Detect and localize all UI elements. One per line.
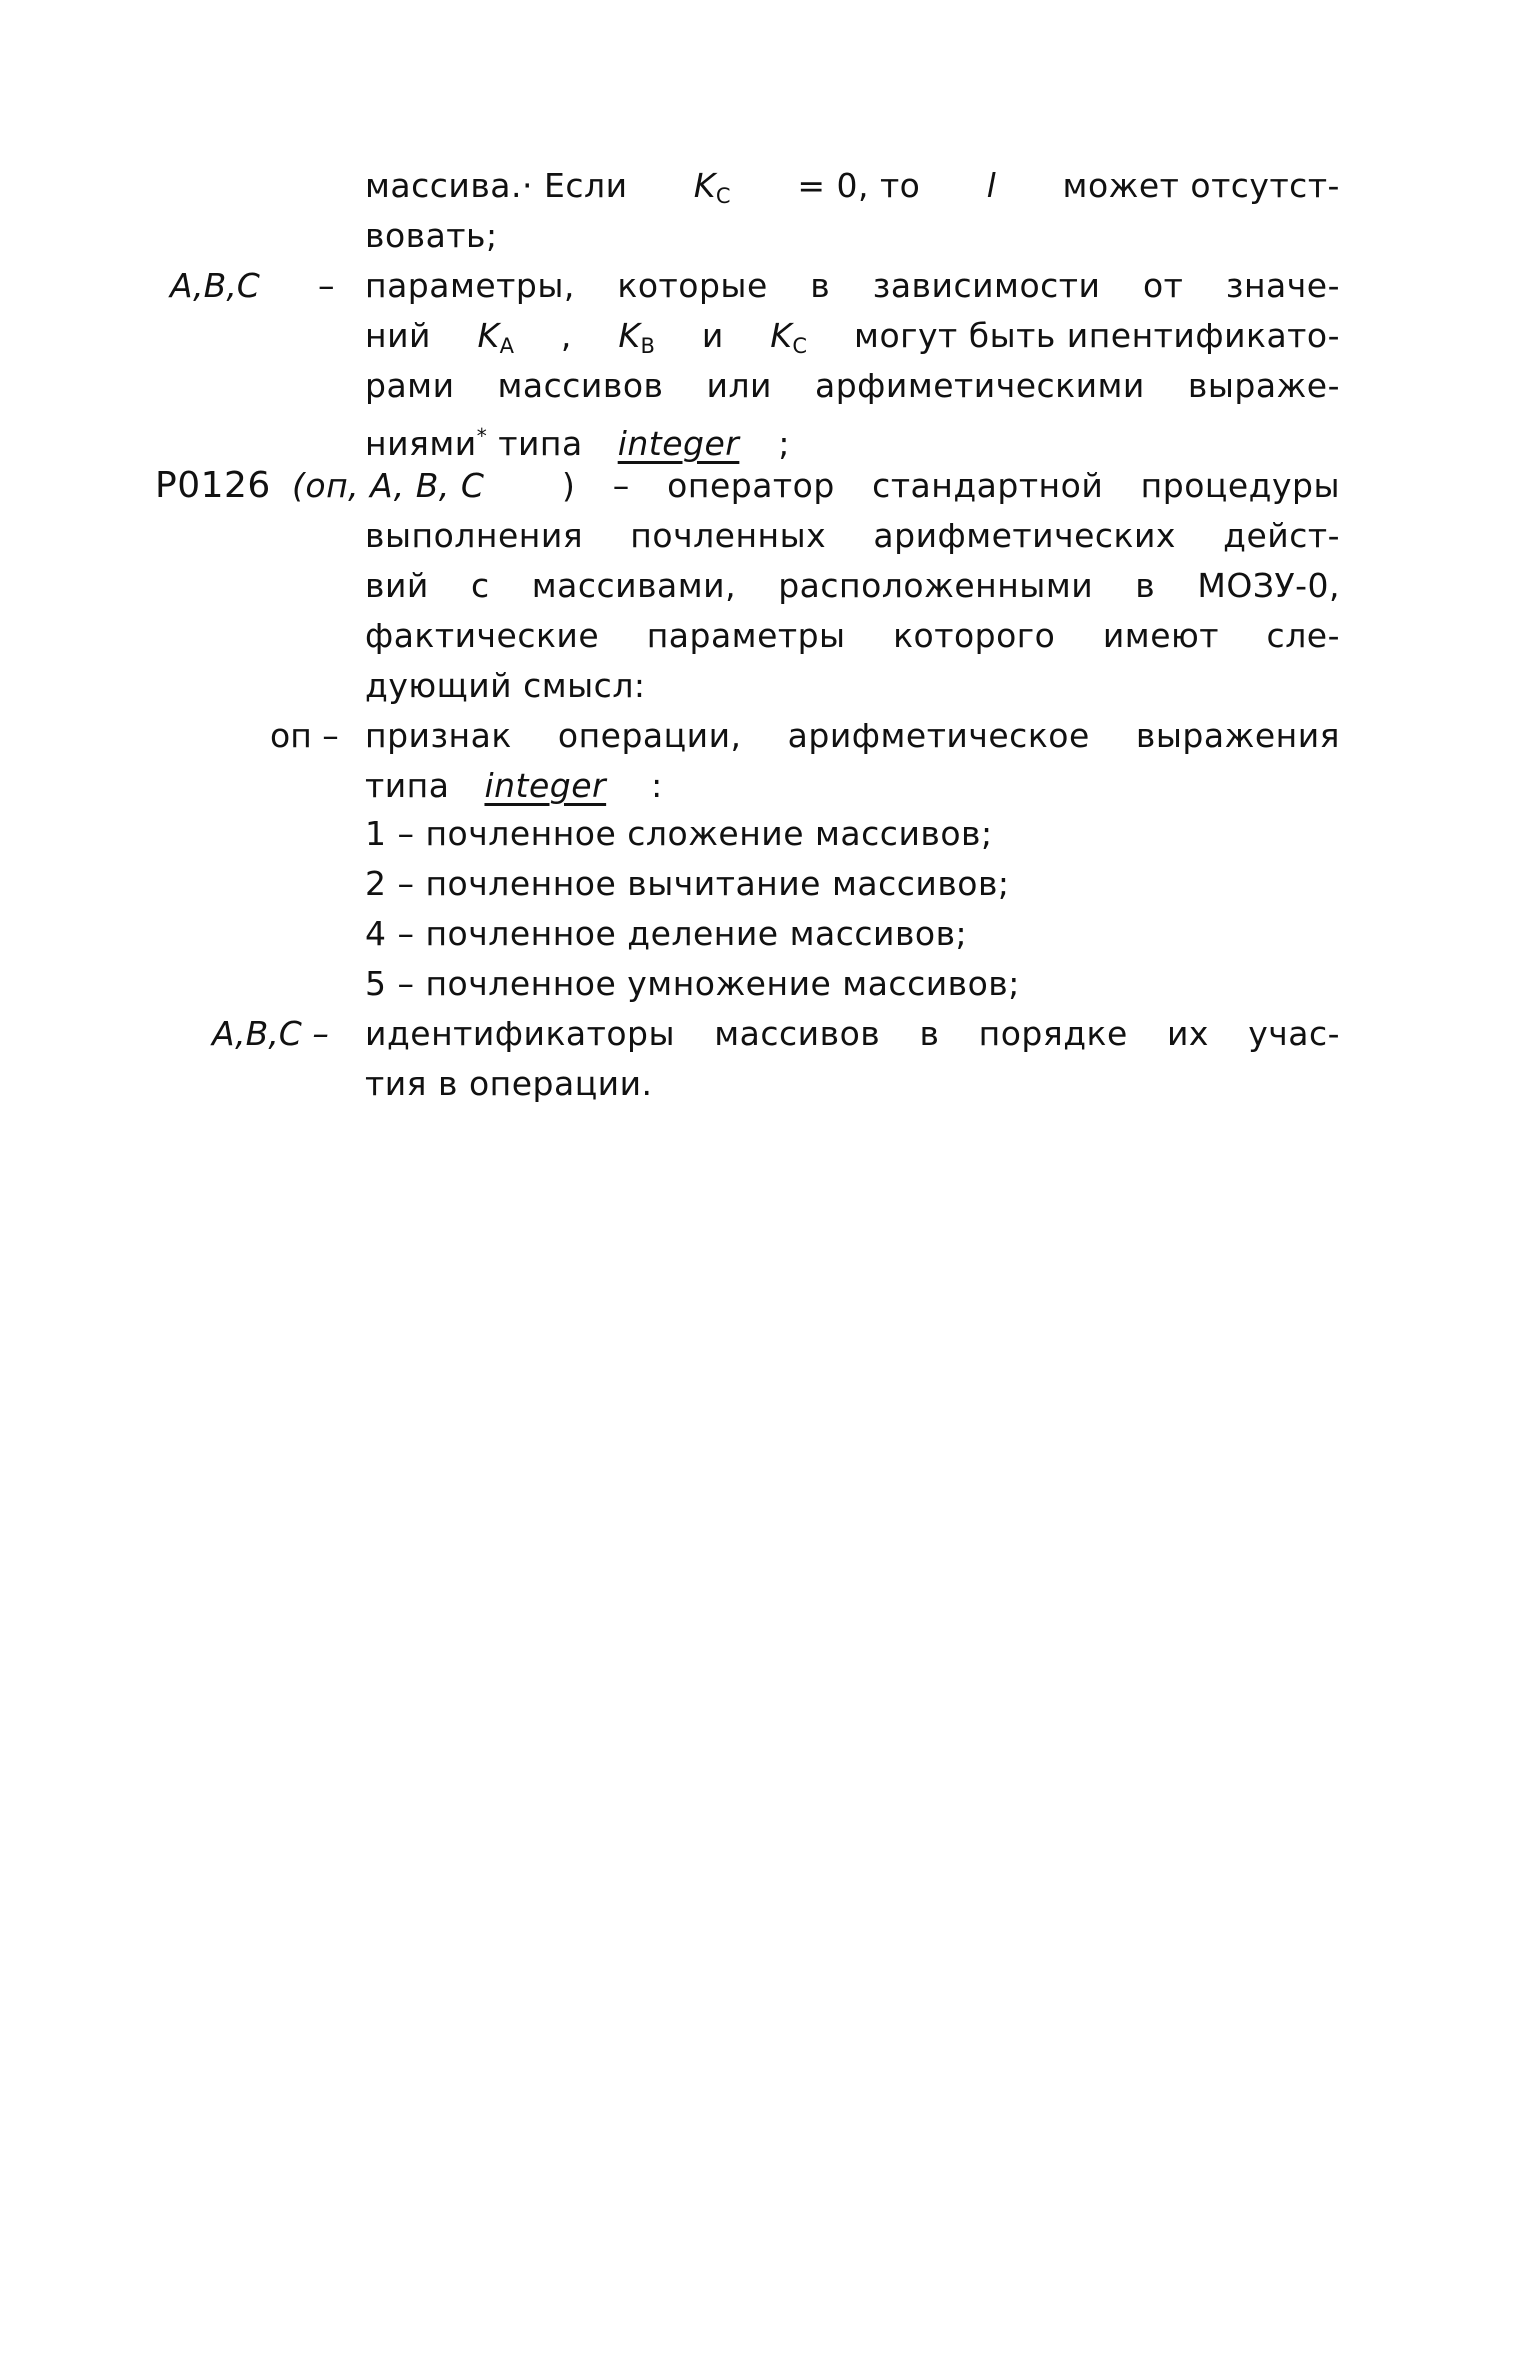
- text-fragment: = 0, то: [797, 166, 921, 205]
- text-fragment: типа: [498, 424, 583, 463]
- text-line: ) – оператор стандартной процедуры: [562, 466, 1340, 505]
- text-line: [365, 164, 1340, 218]
- k-c-symbol: $K_C$: [693, 166, 732, 208]
- integer-keyword: integer: [617, 424, 740, 463]
- text-fragment: может отсутст-: [1062, 166, 1340, 205]
- list-item: 4 – почленное деление массивов;: [365, 914, 968, 953]
- param-label-op: оп –: [270, 716, 339, 755]
- text-line: вовать;: [365, 216, 498, 255]
- text-line: тия в операции.: [365, 1064, 653, 1103]
- text-line: [365, 764, 1340, 808]
- list-item: 5 – почленное умножение массивов;: [365, 964, 1020, 1003]
- text-line: идентификаторы массивов в порядке их учас-: [365, 1014, 1340, 1053]
- text-fragment: массива.· Если: [365, 166, 628, 205]
- k-a-symbol: $K_A$: [477, 316, 515, 358]
- list-item: 2 – почленное вычитание массивов;: [365, 864, 1010, 903]
- text-fragment: могут быть ипентификато-: [854, 316, 1340, 355]
- text-fragment: ;: [778, 424, 790, 463]
- text-line: признак операции, арифметическое выражения: [365, 716, 1340, 755]
- text-fragment: ниями: [365, 424, 477, 463]
- text-line: вий с массивами, расположенными в МОЗУ-0,: [365, 566, 1340, 605]
- text-fragment: :: [651, 766, 663, 805]
- dash: –: [318, 266, 335, 305]
- procedure-params: (оп, A, B, C: [292, 466, 485, 505]
- text-line: [365, 414, 1340, 466]
- list-item: 1 – почленное сложение массивов;: [365, 814, 993, 853]
- text-line: фактические параметры которого имеют сле-: [365, 616, 1340, 655]
- param-label-abc: A,B,C: [170, 266, 260, 305]
- l-symbol: l: [986, 166, 997, 205]
- text-line: дующий смысл:: [365, 666, 646, 705]
- footnote-mark: *: [476, 424, 488, 448]
- text-fragment: и: [701, 316, 724, 355]
- text-fragment: ,: [560, 316, 572, 355]
- text-line: рами массивов или арфиметическими выраже-: [365, 366, 1340, 405]
- text-line: выполнения почленных арифметических дейст-: [365, 516, 1340, 555]
- text-line: [365, 314, 1340, 368]
- k-b-symbol: $K_B$: [618, 316, 656, 358]
- text-fragment: типа: [365, 766, 450, 805]
- integer-keyword: integer: [484, 766, 607, 805]
- param-label-abc: A,B,C –: [212, 1014, 329, 1053]
- text-line: параметры, которые в зависимости от значе-: [365, 266, 1340, 305]
- text-fragment: ний: [365, 316, 431, 355]
- procedure-name: P0126: [155, 465, 271, 506]
- k-c-symbol: $K_C$: [770, 316, 808, 358]
